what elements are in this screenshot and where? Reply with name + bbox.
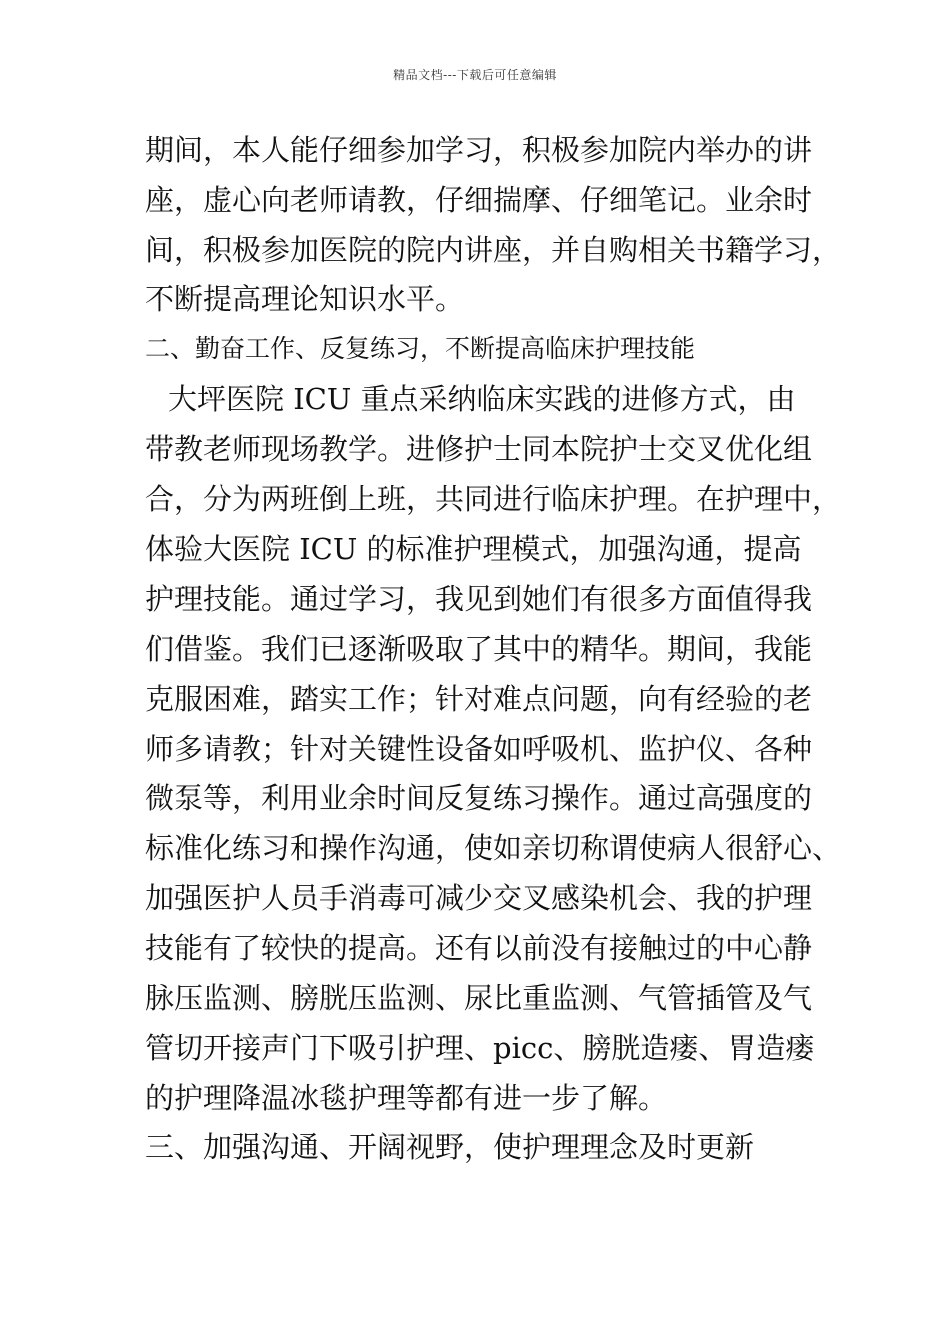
paragraph-line: 管切开接声门下吸引护理、picc、膀胱造瘘、胃造瘘: [145, 1031, 815, 1065]
paragraph-line: 的护理降温冰毯护理等都有进一步了解。: [145, 1081, 668, 1115]
paragraph-line: 加强医护人员手消毒可减少交叉感染机会、我的护理: [145, 881, 813, 915]
paragraph-line: 带教老师现场教学。进修护士同本院护士交叉优化组: [145, 432, 813, 466]
paragraph-line: 微泵等，利用业余时间反复练习操作。通过高强度的: [145, 781, 813, 815]
paragraph-line: 期间，本人能仔细参加学习，积极参加院内举办的讲: [145, 133, 813, 167]
paragraph-line: 合，分为两班倒上班，共同进行临床护理。在护理中，: [145, 482, 842, 516]
section-heading: 三、加强沟通、开阔视野，使护理理念及时更新: [145, 1130, 755, 1164]
paragraph-line: 体验大医院 ICU 的标准护理模式，加强沟通，提高: [145, 532, 802, 566]
paragraph-line: 们借鉴。我们已逐渐吸取了其中的精华。期间，我能: [145, 632, 813, 666]
paragraph-line: 标准化练习和操作沟通，使如亲切称谓使病人很舒心、: [145, 831, 842, 865]
paragraph-line: 技能有了较快的提高。还有以前没有接触过的中心静: [145, 931, 813, 965]
paragraph-line: 间，积极参加医院的院内讲座，并自购相关书籍学习，: [145, 233, 842, 267]
paragraph-line: 座，虚心向老师请教，仔细揣摩、仔细笔记。业余时: [145, 183, 813, 217]
page-header: 精品文档---下载后可任意编辑: [393, 68, 557, 82]
paragraph-line: 师多请教；针对关键性设备如呼吸机、监护仪、各种: [145, 732, 813, 766]
paragraph-line: 大坪医院 ICU 重点采纳临床实践的进修方式，由: [168, 382, 796, 416]
paragraph-line: 克服困难，踏实工作；针对难点问题，向有经验的老: [145, 682, 813, 716]
paragraph-line: 脉压监测、膀胱压监测、尿比重监测、气管插管及气: [145, 981, 813, 1015]
paragraph-line: 不断提高理论知识水平。: [145, 282, 465, 316]
paragraph-line: 护理技能。通过学习，我见到她们有很多方面值得我: [145, 582, 813, 616]
section-heading: 二、勤奋工作、反复练习，不断提高临床护理技能: [145, 334, 696, 363]
